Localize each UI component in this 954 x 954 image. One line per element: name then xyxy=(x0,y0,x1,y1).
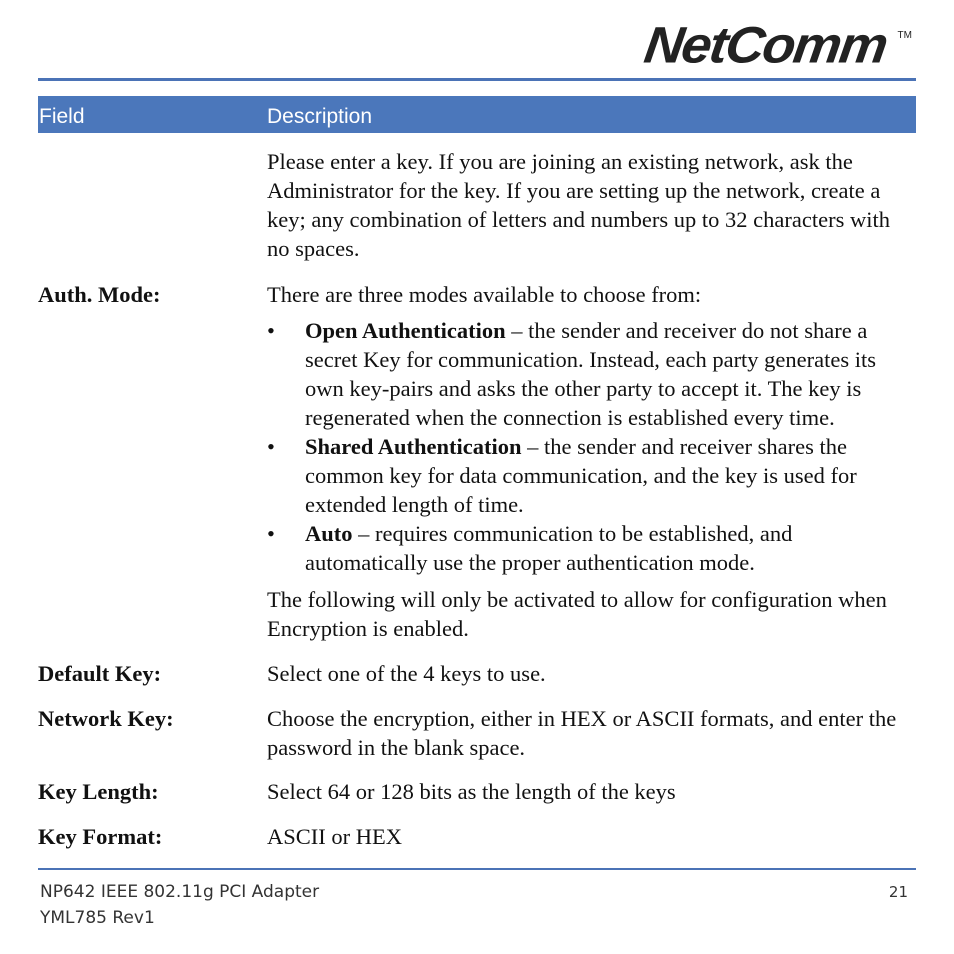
key-intro-text: Please enter a key. If you are joining an existing network, ask the Administrator for the key. If you are setting up the network, create a key; any combination of letters and numbers up to 32 characters with no spaces. xyxy=(267,149,890,261)
list-item-auto-auth xyxy=(267,519,915,577)
auth-mode-label: Auth. Mode: xyxy=(38,282,161,307)
auth-mode-list xyxy=(267,316,915,577)
network-key-label: Network Key: xyxy=(38,706,174,731)
key-intro-description xyxy=(267,147,915,263)
trademark-mark: TM xyxy=(897,30,912,41)
footer-product-name: NP642 IEEE 802.11g PCI Adapter xyxy=(40,882,320,902)
open-auth-name: Open Authentication xyxy=(305,318,506,343)
shared-auth-name: Shared Authentication xyxy=(305,434,522,459)
list-item-shared-auth xyxy=(267,432,915,519)
netcomm-logo: NetComm xyxy=(640,16,890,74)
bullet-icon: • xyxy=(267,434,275,459)
auto-auth-text: – requires communication to be established, and automatically use the proper authentication mode. xyxy=(305,521,793,575)
key-length-label: Key Length: xyxy=(38,779,159,804)
footer-divider xyxy=(38,868,916,870)
bullet-icon: • xyxy=(267,318,275,343)
table-header-bar xyxy=(38,96,916,133)
auto-auth-name: Auto xyxy=(305,521,353,546)
encryption-note: The following will only be activated to allow for configuration when Encryption is enabled. xyxy=(267,587,887,641)
key-format-label: Key Format: xyxy=(38,824,163,849)
footer-product-info xyxy=(40,879,319,931)
footer-doc-code: YML785 Rev1 xyxy=(40,908,155,928)
default-key-label: Default Key: xyxy=(38,661,162,686)
key-length-description: Select 64 or 128 bits as the length of the keys xyxy=(267,779,676,804)
auth-mode-intro: There are three modes available to choose from: xyxy=(267,282,702,307)
list-item-open-auth xyxy=(267,316,915,432)
auth-mode-description xyxy=(267,280,915,643)
column-header-field: Field xyxy=(39,105,85,128)
shared-auth-text: – the sender and receiver shares the common key for data communication, and the key is used for extended length of time. xyxy=(305,434,857,517)
key-format-description: ASCII or HEX xyxy=(267,824,402,849)
header-divider xyxy=(38,78,916,81)
default-key-description: Select one of the 4 keys to use. xyxy=(267,661,546,686)
open-auth-text: – the sender and receiver do not share a secret Key for communication. Instead, each party generates its own key-pairs and asks the other party to accept it. The key is regenerated when the connection is established every time. xyxy=(305,318,877,430)
page-number: 21 xyxy=(888,883,908,901)
bullet-icon: • xyxy=(267,521,275,546)
network-key-description: Choose the encryption, either in HEX or ASCII formats, and enter the password in the blank space. xyxy=(267,706,897,760)
column-header-description: Description xyxy=(267,105,373,128)
